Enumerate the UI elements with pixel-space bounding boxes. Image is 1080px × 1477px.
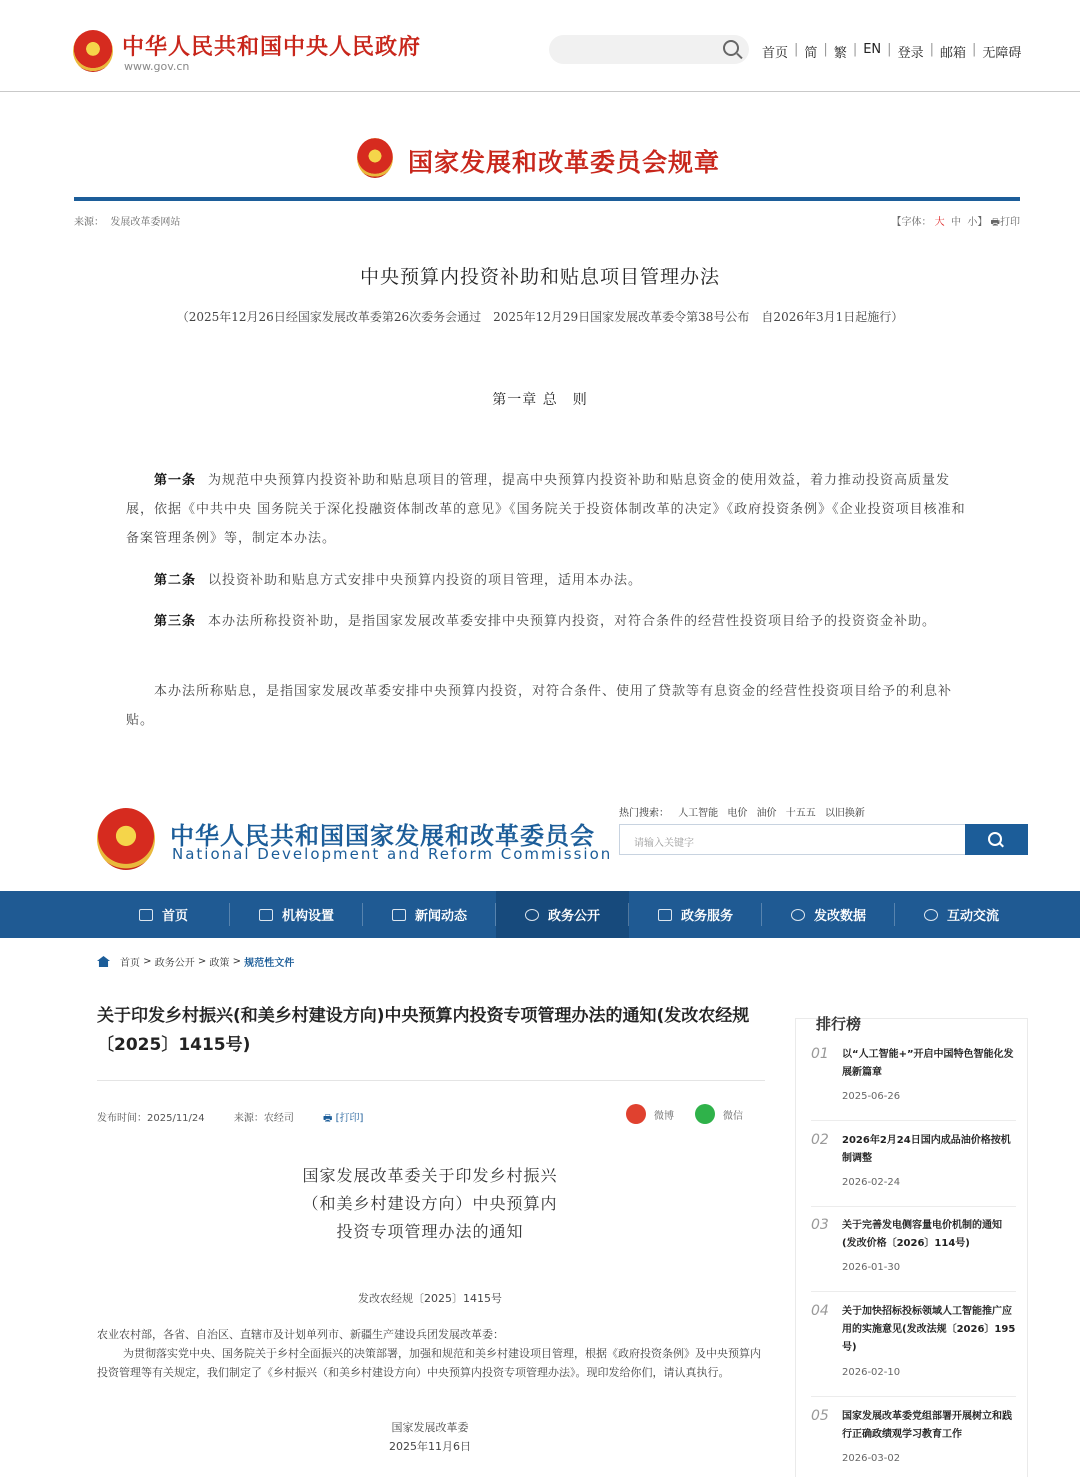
- gov-nav-mail[interactable]: 邮箱: [939, 46, 966, 61]
- list-icon: [658, 909, 672, 921]
- share-weibo-button[interactable]: 微博: [626, 1104, 674, 1124]
- ranking-item[interactable]: 03 关于完善发电侧容量电价机制的通知(发改价格〔2026〕114号) 2026-01-30: [811, 1217, 1016, 1292]
- nav-home[interactable]: 首页: [97, 891, 230, 938]
- broadcast-icon: [525, 909, 539, 921]
- article-3: 第三条 本办法所称投资补助，是指国家发展改革委安排中央预算内投资，对符合条件的经营性投资项目给予的投资资金补助。: [154, 614, 937, 629]
- document-icon: [392, 909, 406, 921]
- hot-word[interactable]: 十五五: [785, 808, 816, 819]
- hot-search: 热门搜索： 人工智能 电价 油价 十五五 以旧换新: [619, 808, 865, 819]
- ndrc-site-title[interactable]: 中华人民共和国国家发展和改革委员会: [170, 822, 595, 850]
- nav-news[interactable]: 新闻动态: [363, 891, 496, 938]
- gov-site-title[interactable]: 中华人民共和国中央人民政府: [122, 34, 422, 60]
- chat-icon: [924, 909, 938, 921]
- home-icon: [139, 909, 153, 921]
- weibo-icon: [626, 1104, 646, 1124]
- hot-word[interactable]: 油价: [756, 808, 777, 819]
- hot-word[interactable]: 电价: [727, 808, 748, 819]
- gov-nav-home[interactable]: 首页: [762, 46, 789, 61]
- ndrc-emblem-icon: [97, 808, 155, 870]
- hot-word[interactable]: 以旧换新: [824, 808, 865, 819]
- article-1: 第一条 为规范中央预算内投资补助和贴息项目的管理，提高中央预算内投资补助和贴息资金的使用效益，着力推动投资高质量发展，依据《中共中央 国务院关于深化投融资体制改革的意见》《国务院关于投资体制改革的决定》《政府投资条例》《企业投资项目核准和备案管理条例》等，制定本办法。: [126, 473, 966, 546]
- nav-services[interactable]: 政务服务: [629, 891, 762, 938]
- article-2: 第二条 以投资补助和贴息方式安排中央预算内投资的项目管理，适用本办法。: [154, 573, 643, 588]
- breadcrumb-home[interactable]: 首页: [120, 958, 140, 969]
- breadcrumb-current[interactable]: 规范性文件: [244, 958, 295, 969]
- wechat-icon: [695, 1104, 715, 1124]
- article-3-para-2: 本办法所称贴息，是指国家发展改革委安排中央预算内投资，对符合条件、使用了贷款等有息资金的经营性投资项目给予的利息补贴。: [126, 684, 953, 728]
- font-size-tools: 【字体： 大 中 小】 🖶打印: [891, 217, 1020, 228]
- notice-title: 国家发展改革委关于印发乡村振兴 （和美乡村建设方向）中央预算内 投资专项管理办法的通知: [302, 1166, 558, 1241]
- header-divider: [0, 91, 1080, 92]
- ndrc-search-button[interactable]: [965, 824, 1028, 855]
- share-wechat-button[interactable]: 微信: [695, 1104, 743, 1124]
- notice-body: 为贯彻落实党中央、国务院关于乡村全面振兴的决策部署，加强和规范和美乡村建设项目管理，根据《政府投资条例》及中央预算内投资管理等有关规定，我们制定了《乡村振兴（和美乡村建设方向）中央预算内投资专项管理办法》。现印发给你们，请认真执行。: [97, 1347, 761, 1379]
- building-icon: [259, 909, 273, 921]
- pie-chart-icon: [791, 909, 805, 921]
- gov-nav-traditional[interactable]: 繁: [833, 46, 847, 61]
- ranking-item[interactable]: 02 2026年2月24日国内成品油价格按机制调整 2026-02-24: [811, 1132, 1016, 1207]
- nav-gov-affairs[interactable]: 政务公开: [496, 891, 629, 938]
- gov-emblem-icon: [73, 30, 113, 72]
- gov-nav-english[interactable]: EN: [863, 42, 882, 57]
- chapter-heading: 第一章 总 则: [492, 392, 588, 408]
- home-icon[interactable]: [97, 956, 110, 967]
- ndrc-main-nav: [0, 891, 1080, 938]
- ranking-title: 排行榜: [816, 1015, 862, 1033]
- article-source: 来源：农经司: [233, 1113, 294, 1124]
- gov-top-nav: 首页 | 简 | 繁 | EN | 登录 | 邮箱 | 无障碍: [762, 42, 1022, 61]
- article-meta: [97, 1109, 415, 1128]
- breadcrumb: 首页 > 政务公开 > 政策 > 规范性文件: [97, 954, 294, 969]
- doc-title: 中央预算内投资补助和贴息项目管理办法: [359, 266, 720, 288]
- notice-addressee: 农业农村部，各省、自治区、直辖市及计划单列市、新疆生产建设兵团发展改革委：: [97, 1328, 504, 1341]
- gov-nav-simplified[interactable]: 简: [804, 46, 818, 61]
- ranking-item[interactable]: 05 国家发展改革委党组部署开展树立和践行正确政绩观学习教育工作 2026-03-02: [811, 1408, 1012, 1464]
- nav-interaction[interactable]: 互动交流: [895, 891, 1028, 938]
- hot-word[interactable]: 人工智能: [678, 808, 719, 819]
- breadcrumb-gov-affairs[interactable]: 政务公开: [154, 958, 195, 969]
- breadcrumb-policy[interactable]: 政策: [209, 958, 230, 969]
- publish-time: 发布时间：2025/11/24: [97, 1113, 205, 1124]
- print-button[interactable]: 打印: [1000, 217, 1020, 228]
- nav-organization[interactable]: 机构设置: [230, 891, 363, 938]
- ndrc-rules-emblem-icon: [357, 138, 393, 178]
- search-icon[interactable]: [723, 40, 739, 56]
- article-title: 关于印发乡村振兴(和美乡村建设方向)中央预算内投资专项管理办法的通知(发改农经规〔2025〕1415号): [97, 1006, 750, 1055]
- font-small-button[interactable]: 小: [967, 217, 978, 228]
- ndrc-search-input[interactable]: 请输入关键字: [619, 824, 966, 855]
- ranking-item[interactable]: 01 以“人工智能+”开启中国特色智能化发展新篇章 2025-06-26: [811, 1046, 1016, 1121]
- font-large-button[interactable]: 大: [934, 217, 945, 228]
- ndrc-site-title-en: National Development and Reform Commission: [172, 845, 613, 863]
- notice-signer: 国家发展改革委: [391, 1421, 469, 1434]
- gov-nav-accessibility[interactable]: 无障碍: [982, 46, 1022, 61]
- nav-data[interactable]: 发改数据: [762, 891, 895, 938]
- gov-site-url: www.gov.cn: [124, 60, 190, 73]
- rules-banner-title: 国家发展和改革委员会规章: [408, 148, 721, 177]
- print-link[interactable]: 🖶 [打印]: [323, 1113, 364, 1124]
- gov-nav-login[interactable]: 登录: [897, 46, 924, 61]
- rules-source: 来源： 发展改革委网站: [74, 217, 181, 228]
- gov-search-input[interactable]: [549, 35, 749, 64]
- printer-icon[interactable]: 🖶: [990, 217, 1000, 228]
- notice-date: 2025年11月6日: [389, 1440, 471, 1453]
- rules-banner-divider: [74, 197, 1020, 201]
- search-icon: [988, 832, 1002, 846]
- document-number: 发改农经规〔2025〕1415号: [358, 1292, 502, 1305]
- doc-subtitle: （2025年12月26日经国家发展改革委第26次委务会通过 2025年12月29日国家发展改革委令第38号公布 自2026年3月1日起施行）: [176, 310, 904, 324]
- article-divider: [97, 1080, 765, 1081]
- font-medium-button[interactable]: 中: [951, 217, 961, 228]
- ranking-item[interactable]: 04 关于加快招标投标领域人工智能推广应用的实施意见(发改法规〔2026〕195号) 2026-02-10: [811, 1303, 1016, 1397]
